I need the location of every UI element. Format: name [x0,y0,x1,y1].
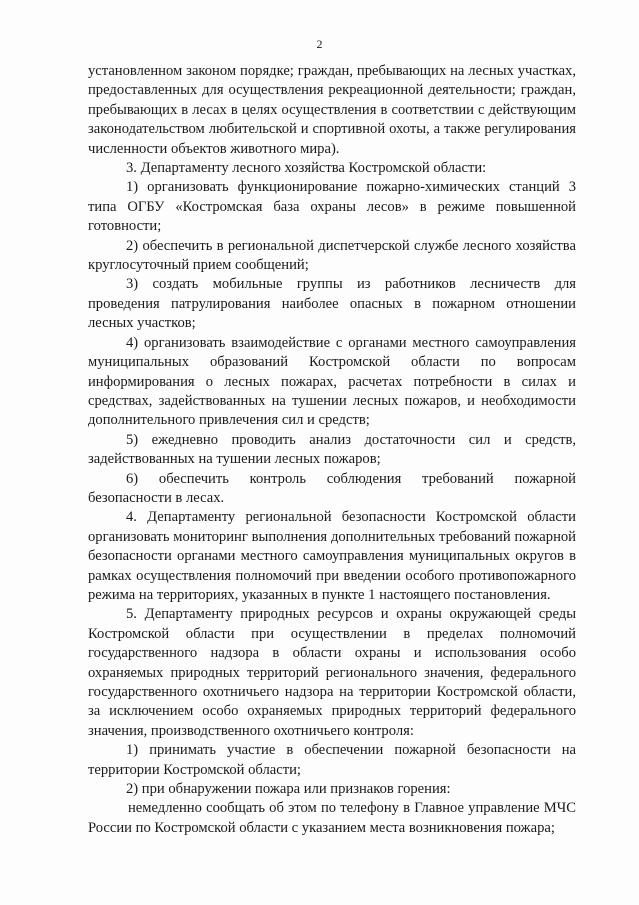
paragraph-3-3: 3) создать мобильные группы из работников лесничеств для проведения патрулирования наиболее опасных в пожарном отношении лесных участков; [88,276,576,332]
paragraph-5-1: 1) принимать участие в обеспечении пожарной безопасности на территории Костромской области; [88,742,576,778]
paragraph-item-4: 4. Департаменту региональной безопасности Костромской области организовать мониторинг выполнения дополнительных требований пожарной безопасности органами местного самоуправления муниципальных округов в рамках осуществления полномочий при введении особого противопожарного режима на территориях, указанных в пункте 1 настоящего постановления. [88,509,576,603]
paragraph-3-2: 2) обеспечить в региональной диспетчерской службе лесного хозяйства круглосуточный прием сообщений; [88,237,576,274]
document-body [88,62,576,838]
paragraph-3-1: 1) организовать функционирование пожарно-химических станций 3 типа ОГБУ «Костромская база охраны лесов» в режиме повышенной готовности; [88,179,576,235]
paragraph-item-3: 3. Департаменту лесного хозяйства Костромской области: [126,160,487,177]
paragraph-continuation: установленном законом порядке; граждан, пребывающих на лесных участках, предоставленных для осуществления рекреационной деятельности; граждан, пребывающих в лесах в целях осуществления в соответствии с действующим законодательством любительской и спортивной охоты, а также регулирования численности объектов животного мира). [88,63,576,157]
paragraph-item-5: 5. Департаменту природных ресурсов и охраны окружающей среды Костромской области при осуществлении в пределах полномочий государственного надзора в области охраны и использования особо охраняемых природных территорий регионального значения, федерального государственного охотничьего надзора на территории Костромской области, за исключением особо охраняемых природных территорий федерального значения, производственного охотничьего контроля: [88,606,576,739]
paragraph-3-6: 6) обеспечить контроль соблюдения требований пожарной безопасности в лесах. [88,470,576,506]
paragraph-5-2-sub: немедленно сообщать об этом по телефону в Главное управление МЧС России по Костромской области с указанием места возникновения пожара; [88,800,576,836]
page-number: 2 [316,37,323,51]
paragraph-3-5: 5) ежедневно проводить анализ достаточности сил и средств, задействованных на тушении лесных пожаров; [88,431,576,468]
paragraph-3-4: 4) организовать взаимодействие с органами местного самоуправления муниципальных образований Костромской области по вопросам информирования о лесных пожарах, расчетах потребности в силах и средствах, задействованных на тушении лесных пожаров, и необходимости дополнительного привлечения сил и средств; [88,334,576,429]
paragraph-5-2: 2) при обнаружении пожара или признаков горения: [126,781,451,798]
